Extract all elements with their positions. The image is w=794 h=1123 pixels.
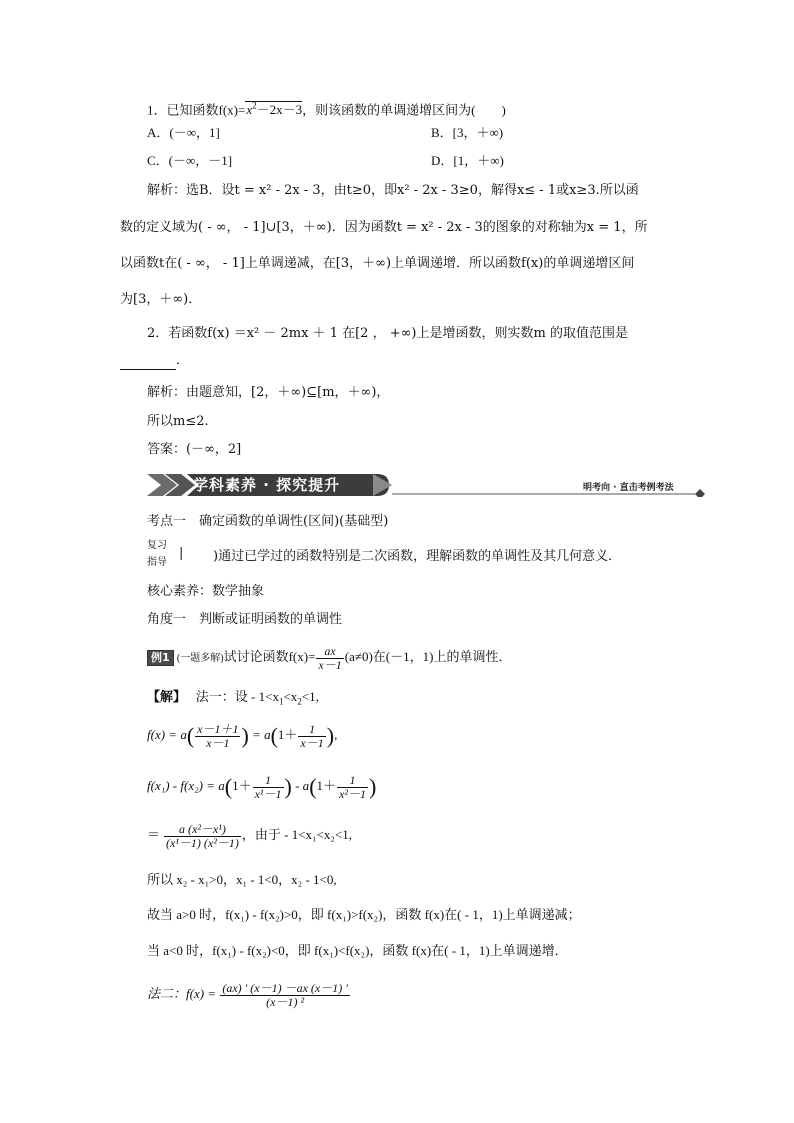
q1-solution-line-1: 解析：选B．设t = x² - 2x - 3，由t≥0，即x² - 2x - 3≥0，解得x≤ - 1或x≥3.所以函 bbox=[147, 183, 639, 198]
q1-solution-line-3: 以函数t在( - ∞， - 1]上单调递减，在[3，＋∞)上单调递增．所以函数f(x)的单调递增区间 bbox=[120, 256, 635, 271]
fuxi-label-top: 复习 bbox=[147, 540, 167, 551]
example-lead: (一题多解) bbox=[176, 653, 224, 664]
diamond-icon bbox=[695, 489, 705, 497]
solution-line-2: f(x) = a( $\frac{x-1+1}{x-1}$ ) = a(1＋ $\frac{1}{x-1}$ ), bbox=[147, 721, 338, 750]
solution-method-1-start: 【解】 法一：设 - $1<x_1<x_2<1$, bbox=[147, 689, 319, 707]
angle-heading: 角度一 判断或证明函数的单调性 bbox=[147, 612, 343, 627]
solution-method-2: 法二：f(x) = $\frac{(ax) ' (x-1) -ax (x-1) '}{\text{(x－1) ²}}$ bbox=[147, 980, 348, 1009]
answer-blank bbox=[120, 355, 176, 370]
solution-line-7: 当 a<0 时，f(x₁) - f(x₂)<0，即 f(x₁)<f(x₂)，函数 f(x)在( - 1，1)上单调递增． bbox=[147, 943, 568, 958]
fuxi-guidance: )通过已学过的函数特别是二次函数，理解函数的单调性及其几何意义． bbox=[213, 549, 622, 564]
q2-answer: 答案：(－∞，2] bbox=[147, 442, 242, 457]
solution-line-6: 故当 a>0 时，f(x₁) - f(x₂)>0，即 f(x₁)>f(x₂)，函数 f(x)在( - 1，1)上单调递减； bbox=[147, 907, 581, 922]
banner-title: 学科素养 · 探究提升 bbox=[193, 476, 341, 494]
q2-stem: 2．若函数f(x) ＝x² － 2mx ＋ 1 在[2 ， +∞)上是增函数，则实数m 的取值范围是 bbox=[147, 326, 628, 341]
fuxi-label-bottom: 指导 bbox=[147, 557, 167, 568]
core-literacy: 核心素养：数学抽象 bbox=[147, 584, 265, 599]
example-fraction: $\frac{ax}{x-1}$ bbox=[318, 643, 342, 672]
q2-solution-line-2: 所以m≤2. bbox=[147, 414, 209, 429]
solution-line-5: 所以 x₂ - x₁>0，x₁ - 1<0，x₂ - 1<0, bbox=[147, 872, 337, 887]
q1-option-b: B．[3，＋∞) bbox=[431, 125, 504, 140]
q2-blank-line: ． bbox=[120, 352, 189, 370]
q1-solution-line-4: 为[3，＋∞)． bbox=[120, 292, 202, 307]
solution-line-4: ＝ $\frac{\text{a (x²－x¹)}}{\text{(x¹－1) (x²－1)}}$ ，由于 - 1<x₁<x₂<1, bbox=[147, 821, 352, 850]
fuxi-divider: | bbox=[179, 546, 184, 561]
banner-subtitle: 明考向 · 直击考例考法 bbox=[583, 483, 674, 493]
q1-option-d: D．[1，＋∞) bbox=[431, 153, 504, 168]
q1-solution-line-2: 数的定义域为( - ∞， - 1]∪[3，＋∞)．因为函数t = x² - 2x - 3的图象的对称轴为x = 1，所 bbox=[120, 220, 648, 235]
q1-option-a: A．(－∞，1] bbox=[147, 125, 220, 140]
example-1: 例1 (一题多解)试讨论函数f(x)= $\frac{ax}{x-1}$ (a≠0)在(－1，1)上的单调性． bbox=[147, 642, 511, 674]
kaodian-heading: 考点一 确定函数的单调性(区间)(基础型) bbox=[147, 514, 389, 529]
q1-option-c: C．(－∞，－1] bbox=[147, 153, 233, 168]
q1-stem: 1．已知函数$f(x)=x^2-2x-3$，则该函数的单调递增区间为( ) bbox=[147, 101, 506, 118]
example-tag: 例1 bbox=[147, 650, 174, 666]
q2-solution-line-1: 解析：由题意知，[2，＋∞)⊆[m，＋∞)， bbox=[147, 385, 390, 400]
solution-line-3: f(x₁) - f(x₂) = a(1＋ $\frac{1}{\text{x¹－1}}$ ) - a(1＋ $\frac{1}{\text{x²－1}}$ ) bbox=[147, 772, 377, 801]
